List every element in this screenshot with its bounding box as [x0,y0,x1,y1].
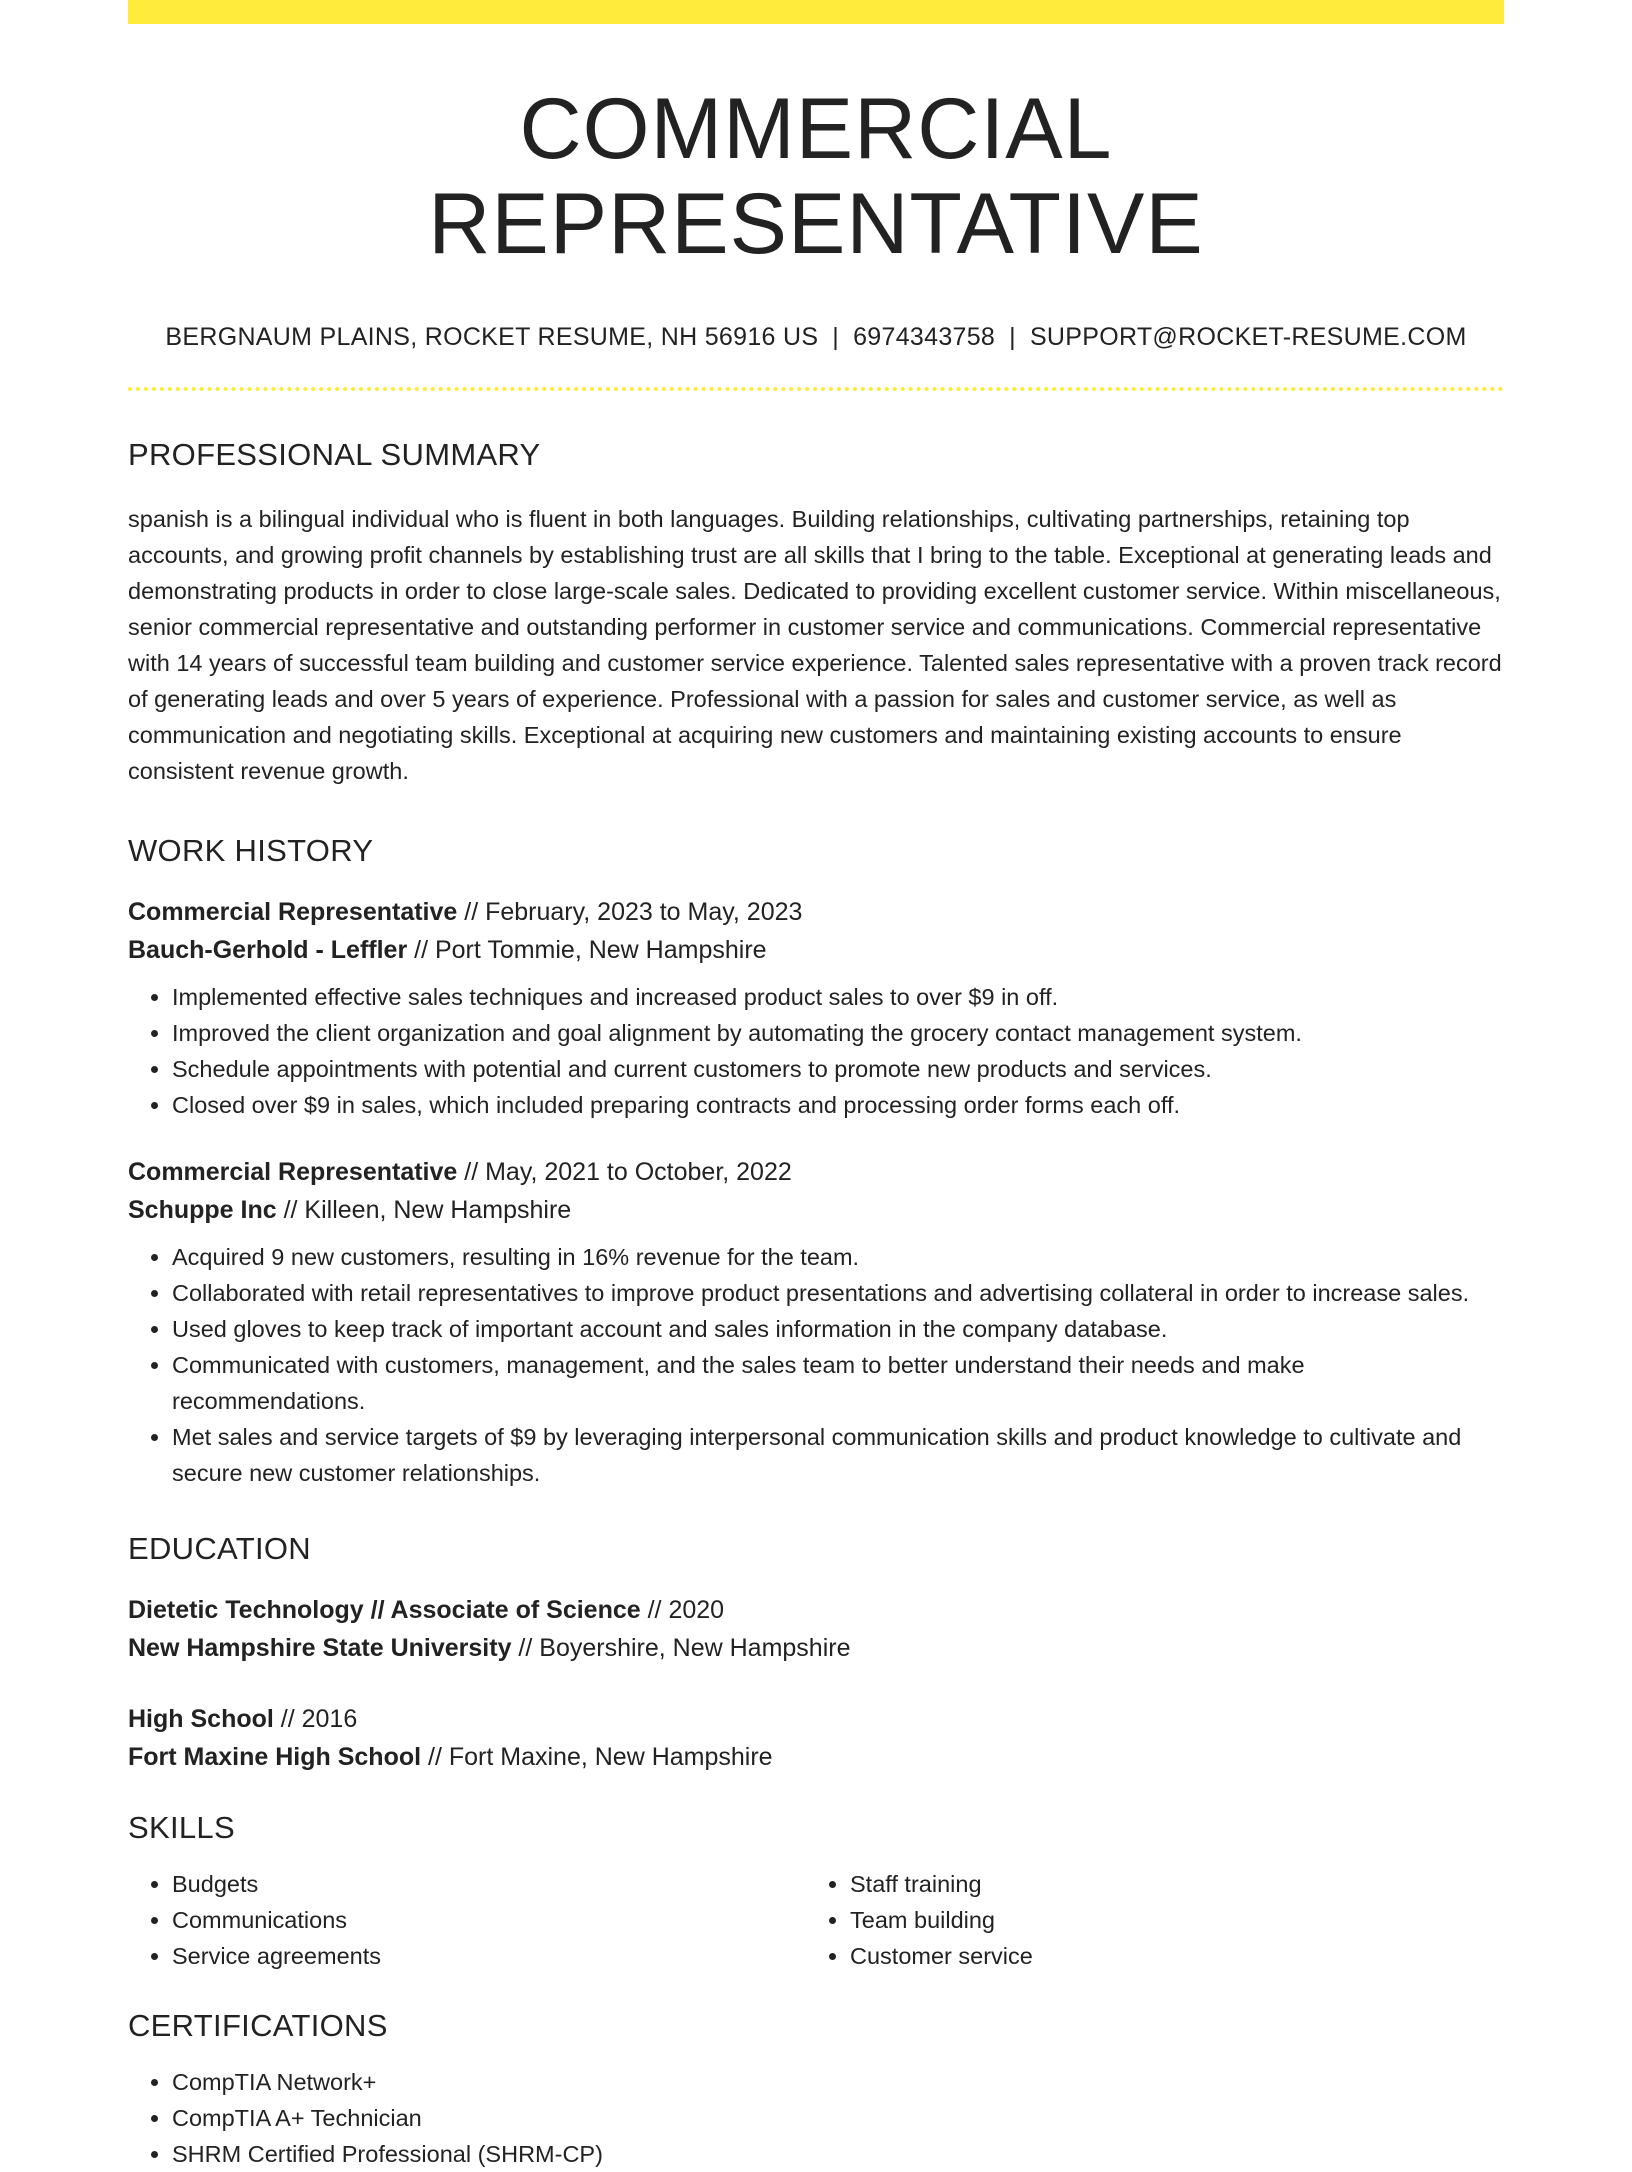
job-location: // Port Tommie, New Hampshire [407,936,767,965]
resume-page [128,0,1504,2172]
education-degree-line [128,1700,1504,1738]
education-entry [128,1591,1504,1667]
list-item: • Communicated with customers, management, and the sales team to better understand their needs and make recommendations. [172,1347,1504,1419]
contact-email: SUPPORT@ROCKET-RESUME.COM [1029,323,1467,352]
list-item: • Customer service [850,1938,1484,1974]
job-role: Commercial Representative [128,898,458,927]
education-school-line [128,1738,1504,1776]
list-item: • Service agreements [172,1938,806,1974]
list-item: • CompTIA A+ Technician [172,2100,1504,2136]
job-role: Commercial Representative [128,1158,458,1187]
skills-heading: SKILLS [128,1810,235,1846]
job-company-line [128,931,1504,969]
education-school: New Hampshire State University [128,1634,512,1663]
work-history-heading: WORK HISTORY [128,833,374,869]
education-degree: High School [128,1705,274,1734]
list-item: • Budgets [172,1866,806,1902]
contact-separator: | [1009,323,1016,352]
job-company: Schuppe Inc [128,1196,277,1225]
certifications-list [128,2064,1504,2172]
education-year: // 2016 [273,1705,358,1734]
certifications-heading: CERTIFICATIONS [128,2008,388,2044]
education-heading: EDUCATION [128,1531,311,1567]
candidate-title: COMMERCIAL REPRESENTATIVE [428,81,1204,272]
job-company-line [128,1191,1504,1229]
education-location: // Boyershire, New Hampshire [511,1634,851,1663]
job-entry [128,893,1504,1123]
education-degree-line [128,1591,1504,1629]
list-item: • Schedule appointments with potential and current customers to promote new products and services. [172,1051,1504,1087]
list-item: • Communications [172,1902,806,1938]
contact-line [128,323,1504,352]
list-item: • Implemented effective sales techniques and increased product sales to over $9 in off. [172,979,1504,1015]
list-item: • CompTIA Network+ [172,2064,1504,2100]
summary-text: spanish is a bilingual individual who is fluent in both languages. Building relationships, cultivating partnerships, retaining top accounts, and growing profit channels by establishing trust are all skills that I bring to the table. Exceptional at generating leads and demonstrating products in order to close large-scale sales. Dedicated to providing excellent customer service. Within miscellaneous, senior commercial representative and outstanding performer in customer service and communications. Commercial representative with 14 years of successful team building and customer service experience. Talented sales representative with a proven track record of generating leads and over 5 years of experience. Professional with a passion for sales and customer service, as well as communication and negotiating skills. Exceptional at acquiring new customers and maintaining existing accounts to ensure consistent revenue growth. [128,506,1502,785]
education-location: // Fort Maxine, New Hampshire [421,1743,773,1772]
list-item: • Acquired 9 new customers, resulting in 16% revenue for the team. [172,1239,1504,1275]
job-dates: // May, 2021 to October, 2022 [457,1158,792,1187]
list-item: • Met sales and service targets of $9 by leveraging interpersonal communication skills and product knowledge to cultivate and secure new customer relationships. [172,1419,1504,1491]
job-bullets [128,979,1504,1123]
skills-list [806,1866,1484,1974]
contact-phone: 6974343758 [853,323,996,352]
list-item: • Closed over $9 in sales, which included preparing contracts and processing order forms each off. [172,1087,1504,1123]
education-year: // 2020 [640,1596,725,1625]
skills-list [128,1866,806,1974]
summary-heading: PROFESSIONAL SUMMARY [128,437,541,473]
job-role-line [128,1153,1504,1191]
education-school: Fort Maxine High School [128,1743,422,1772]
education-degree: Dietetic Technology // Associate of Science [128,1596,641,1625]
list-item: • Collaborated with retail representatives to improve product presentations and advertising collateral in order to increase sales. [172,1275,1504,1311]
job-company: Bauch-Gerhold - Leffler [128,936,408,965]
contact-separator: | [832,323,840,352]
list-item: • SHRM Certified Professional (SHRM-CP) [172,2136,1504,2172]
job-location: // Killeen, New Hampshire [276,1196,572,1225]
job-dates: // February, 2023 to May, 2023 [457,898,803,927]
education-entry [128,1700,1504,1776]
skills-columns [128,1866,1504,1974]
education-school-line [128,1629,1504,1667]
dotted-divider [128,387,1504,391]
skills-column-left [128,1866,806,1974]
contact-address: BERGNAUM PLAINS, ROCKET RESUME, NH 56916 US [165,323,819,352]
job-role-line [128,893,1504,931]
job-entry [128,1153,1504,1491]
job-bullets [128,1239,1504,1491]
skills-column-right [806,1866,1484,1974]
list-item: • Staff training [850,1866,1484,1902]
list-item: • Improved the client organization and goal alignment by automating the grocery contact management system. [172,1015,1504,1051]
top-accent-bar [128,0,1504,24]
list-item: • Used gloves to keep track of important account and sales information in the company database. [172,1311,1504,1347]
list-item: • Team building [850,1902,1484,1938]
